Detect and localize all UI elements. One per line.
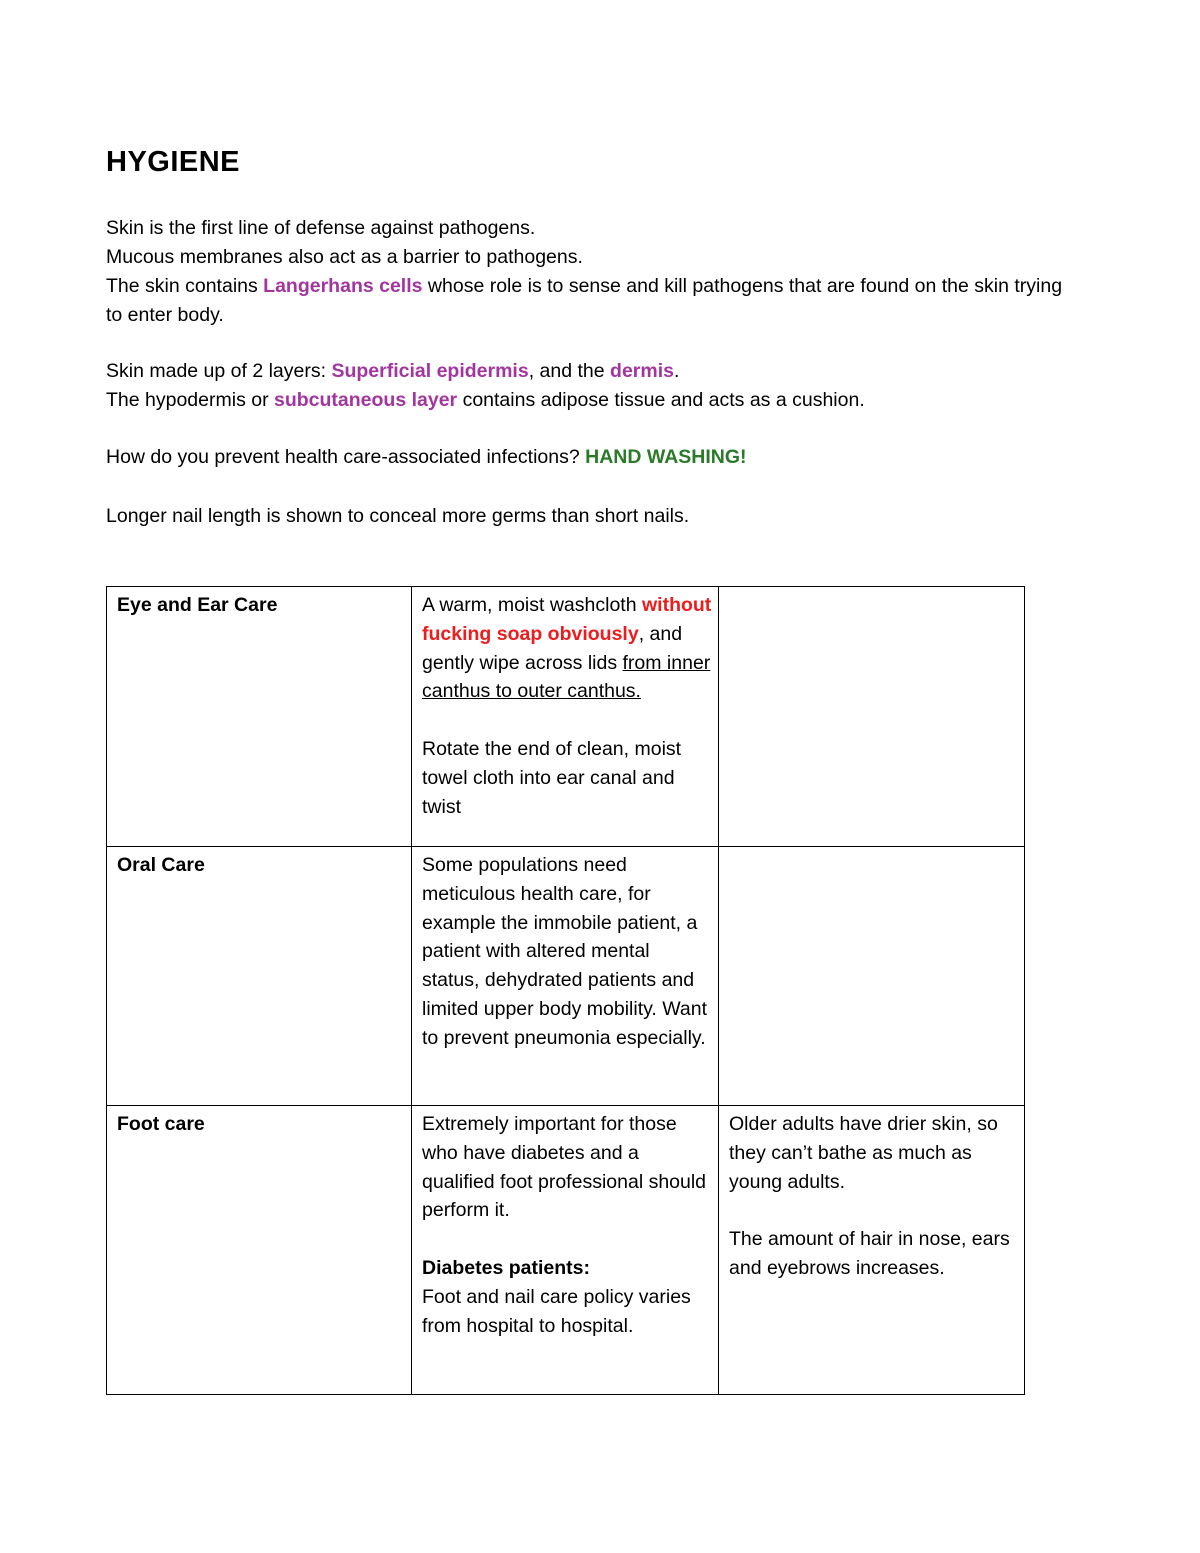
layers-line-1-end: . <box>673 360 680 382</box>
row-notes-cell <box>719 587 1025 847</box>
table-row <box>107 1106 1025 1395</box>
eye-care-text-start: A warm, moist washcloth <box>422 594 642 616</box>
paragraph-gap <box>422 706 712 735</box>
oral-care-text: Some populations need meticulous health care, for example the immobile patient, a patient with altered mental status, dehydrated patients and limited upper body mobility. Want to prevent pneumonia especially. <box>422 854 708 1049</box>
diabetes-subheading: Diabetes patients: <box>422 1256 590 1279</box>
langerhans-highlight: Langerhans cells <box>263 275 423 297</box>
layers-line-2-end: contains adipose tissue and acts as a cushion. <box>457 389 865 411</box>
ear-care-text: Rotate the end of clean, moist towel cloth into ear canal and twist <box>422 737 682 818</box>
row-detail-cell <box>412 847 719 1106</box>
question-paragraph <box>106 443 1081 472</box>
hygiene-care-table <box>106 586 1025 1395</box>
layers-line-1-start: Skin made up of 2 layers: <box>106 360 332 382</box>
epidermis-highlight: Superficial epidermis <box>331 360 529 382</box>
page-title: HYGIENE <box>106 146 241 178</box>
row-heading-cell <box>107 847 412 1106</box>
row-heading: Oral Care <box>117 854 205 876</box>
eye-care-text-mid: , and gently wipe across lids <box>422 622 683 674</box>
row-heading-cell <box>107 587 412 847</box>
hair-growth-text: The amount of hair in nose, ears and eyebrows increases. <box>729 1228 1010 1279</box>
layers-line-1-mid: , and the <box>528 360 611 382</box>
paragraph-gap <box>422 1225 712 1254</box>
row-heading: Foot care <box>117 1113 205 1135</box>
intro-paragraph <box>106 214 1081 330</box>
layers-line-2-start: The hypodermis or <box>106 389 274 411</box>
intro-line-1: Skin is the first line of defense against pathogens. <box>106 217 536 239</box>
row-detail-cell <box>412 587 719 847</box>
row-notes-cell <box>719 847 1025 1106</box>
intro-line-3-end: whose role is to sense and kill pathogens that are found on the skin trying to enter body. <box>106 275 1063 326</box>
paragraph-gap <box>729 1196 1018 1225</box>
foot-care-text: Extremely important for those who have diabetes and a qualified foot professional should perform it. <box>422 1113 707 1222</box>
subcutaneous-highlight: subcutaneous layer <box>274 389 458 411</box>
hand-washing-answer: HAND WASHING! <box>585 446 747 468</box>
row-detail-cell <box>412 1106 719 1395</box>
no-soap-warning: without fucking soap obviously <box>422 594 712 645</box>
intro-line-3-start: The skin contains <box>106 275 264 297</box>
row-heading-cell <box>107 1106 412 1395</box>
question-text: How do you prevent health care-associated infections? <box>106 446 586 468</box>
row-heading: Eye and Ear Care <box>117 594 278 616</box>
layers-paragraph <box>106 357 1081 415</box>
older-adults-text: Older adults have drier skin, so they can’t bathe as much as young adults. <box>729 1113 998 1193</box>
dermis-highlight: dermis <box>610 360 674 382</box>
foot-policy-text: Foot and nail care policy varies from hospital to hospital. <box>422 1285 691 1337</box>
nails-paragraph: Longer nail length is shown to conceal more germs than short nails. <box>106 505 690 527</box>
intro-line-2: Mucous membranes also act as a barrier to pathogens. <box>106 246 583 268</box>
table-row <box>107 587 1025 847</box>
table-row <box>107 847 1025 1106</box>
canthus-direction: from inner canthus to outer canthus. <box>422 651 711 703</box>
row-notes-cell <box>719 1106 1025 1395</box>
